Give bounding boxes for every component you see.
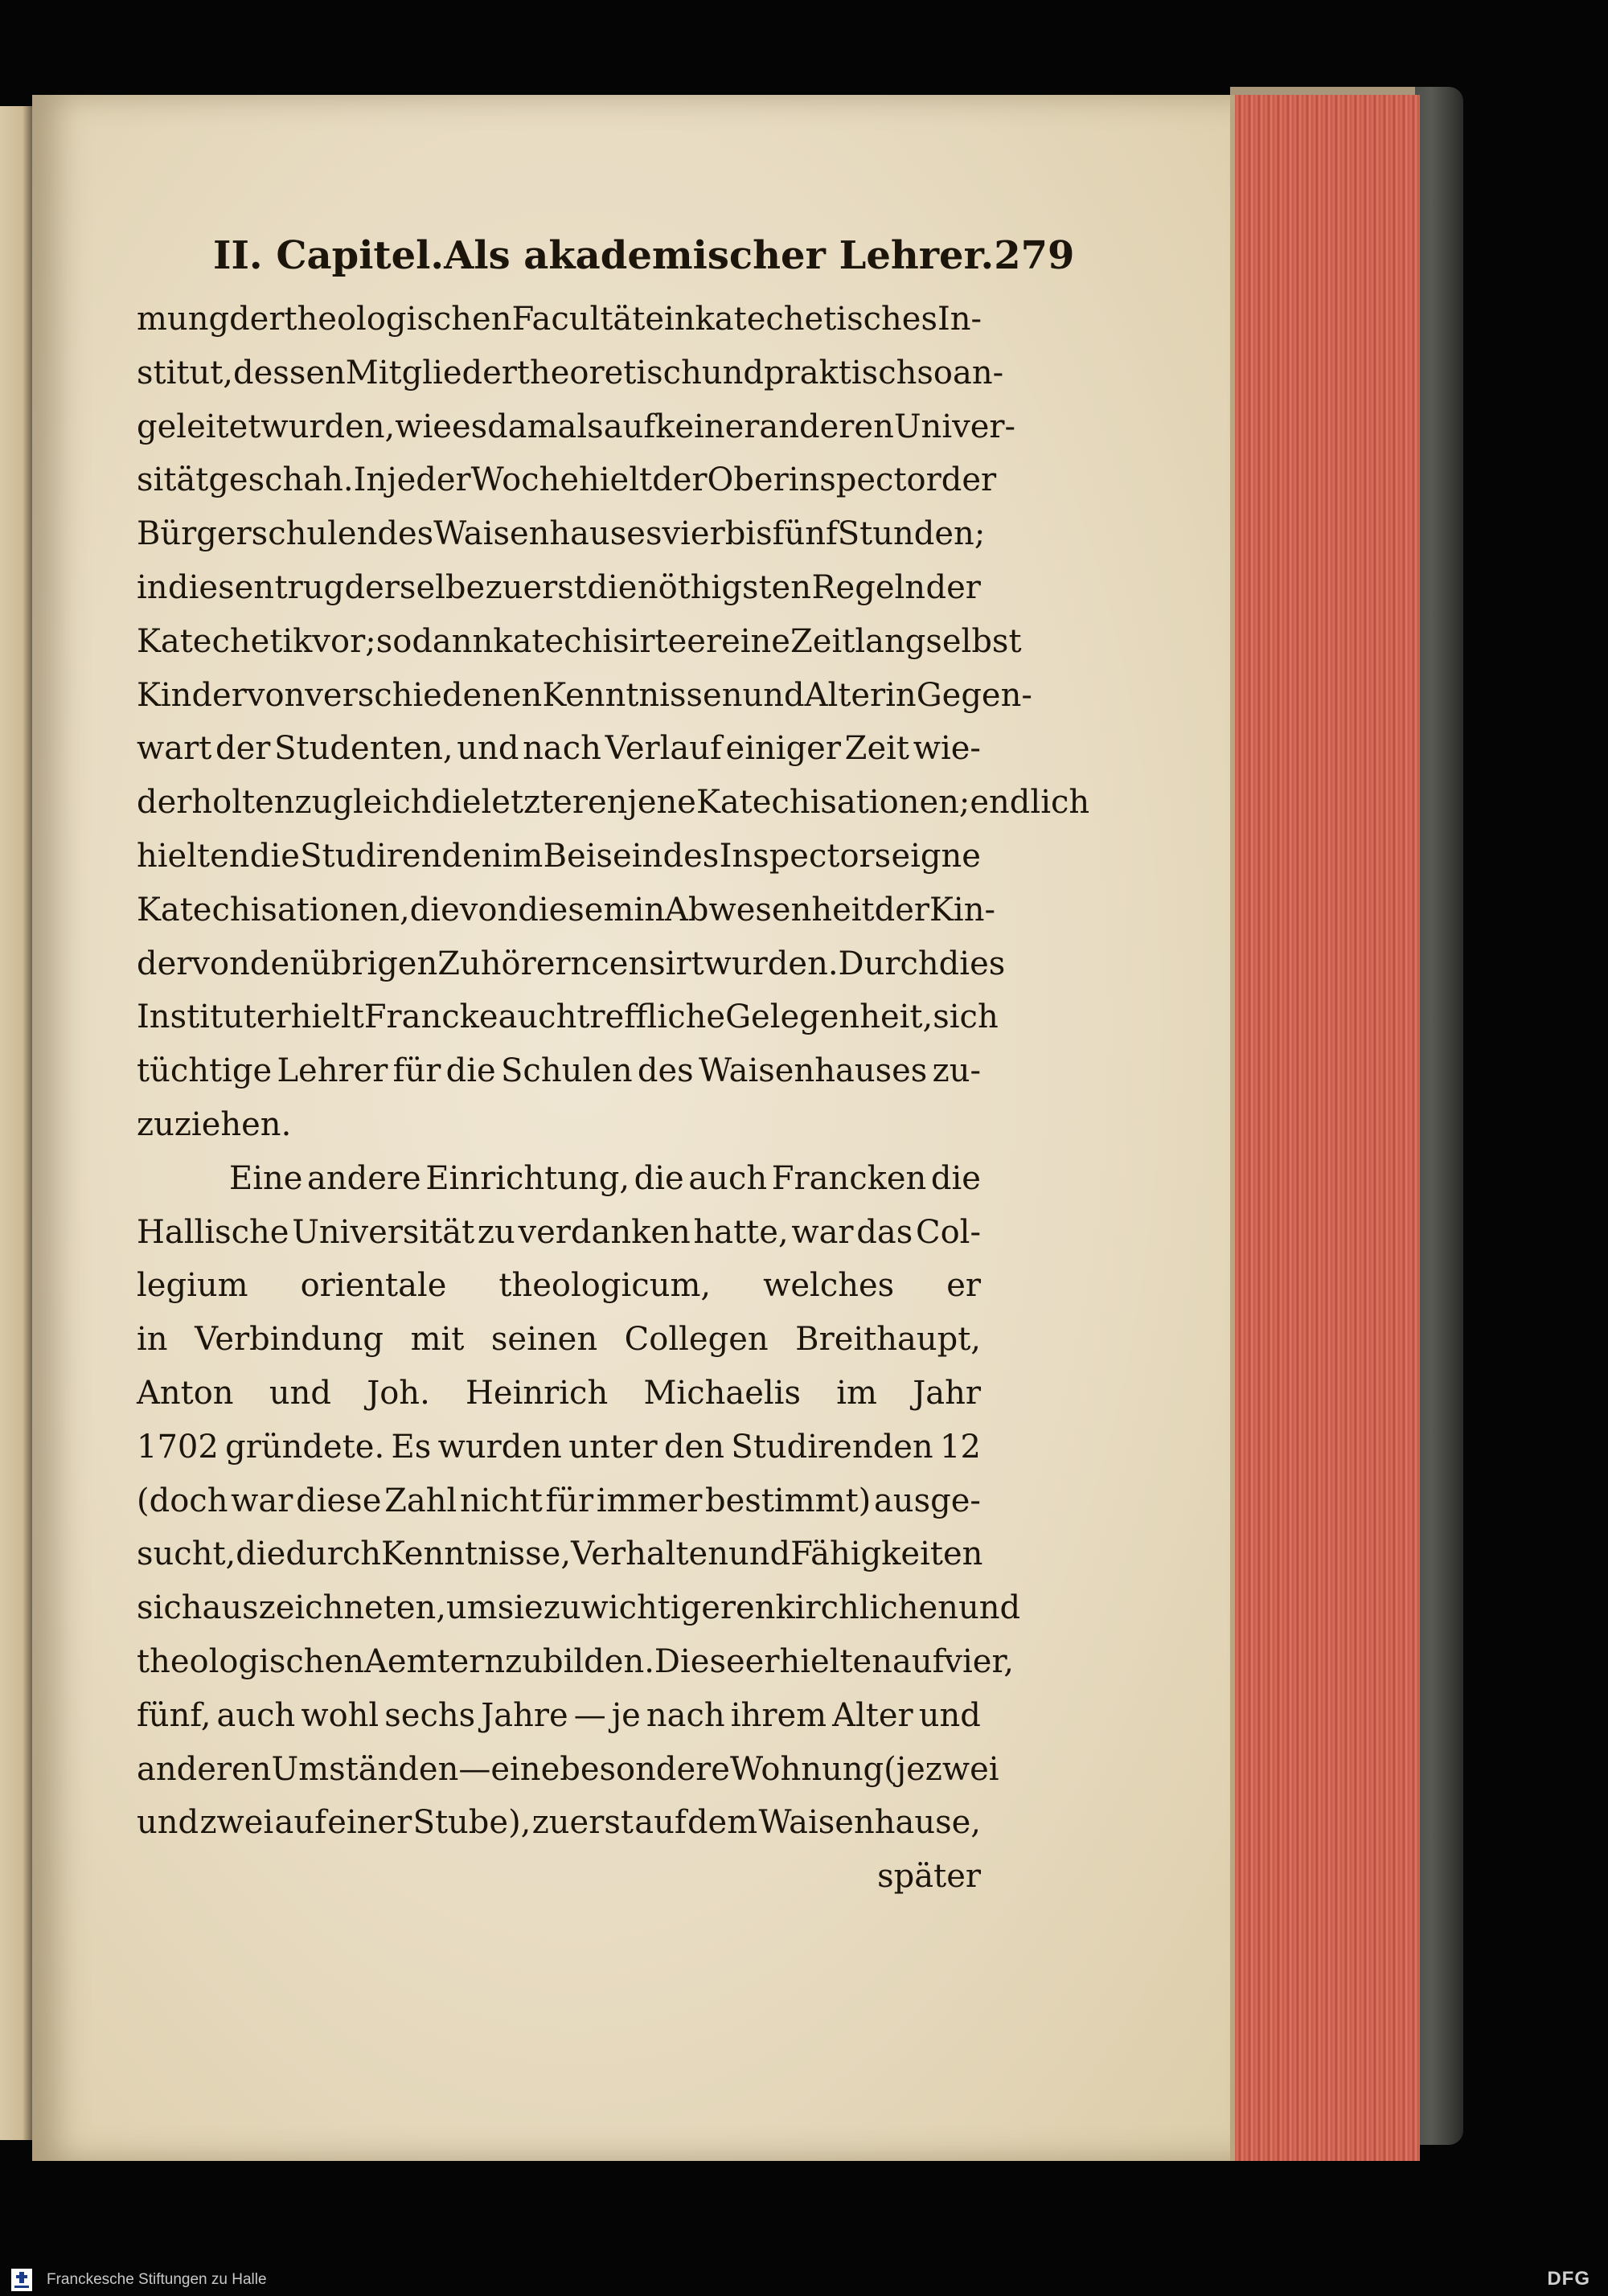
- word: auf: [274, 1804, 326, 1842]
- word: mung: [137, 301, 230, 338]
- text-line: [137, 1421, 981, 1474]
- text-line: [137, 1474, 981, 1528]
- word: Univer-: [893, 408, 1016, 445]
- text-line: [137, 830, 981, 884]
- word: Zeitlang: [790, 622, 926, 660]
- word: jeder: [387, 461, 471, 499]
- word: im: [502, 837, 544, 875]
- word: Kinder: [137, 676, 247, 714]
- word: die: [249, 837, 300, 875]
- word: mit: [410, 1321, 465, 1359]
- text-line: [137, 990, 999, 1044]
- word: Verbindung: [195, 1321, 384, 1359]
- word: und: [918, 1696, 981, 1734]
- word: Jahre: [481, 1696, 568, 1734]
- word: die: [634, 1159, 684, 1197]
- word: Lehrer: [277, 1052, 388, 1090]
- word: der: [215, 730, 271, 768]
- word: in: [137, 1321, 168, 1359]
- word: sich: [933, 998, 999, 1036]
- word: zugleich: [294, 784, 432, 822]
- text-line: [137, 722, 981, 776]
- word: und: [457, 730, 519, 768]
- word: ausge-: [873, 1482, 981, 1519]
- text-line: [137, 776, 1090, 830]
- word: zwei: [925, 1750, 999, 1788]
- word: bestimmt): [705, 1482, 872, 1519]
- dfg-label: DFG: [1547, 2268, 1590, 2290]
- word: Durch: [838, 945, 939, 982]
- text-line: [137, 1581, 1021, 1635]
- word: von: [459, 891, 519, 929]
- word: in: [885, 676, 917, 714]
- word: sodann: [375, 622, 494, 660]
- word: für: [392, 1052, 441, 1090]
- word: Facultät: [511, 301, 646, 338]
- word: sechs: [384, 1696, 476, 1734]
- text-line: [137, 346, 1004, 400]
- word: Institut: [137, 998, 256, 1036]
- word: fünf: [772, 515, 838, 553]
- word: hielt: [579, 461, 653, 499]
- word: Anton: [137, 1374, 234, 1412]
- word: Katechetik: [137, 622, 313, 660]
- text-line: [137, 884, 995, 937]
- word: theologicum,: [498, 1267, 712, 1305]
- word: Studenten,: [274, 730, 453, 768]
- word: Waisenhauses: [433, 515, 662, 553]
- text-line: [137, 1152, 981, 1206]
- word: er: [946, 1267, 981, 1305]
- word: Universität: [292, 1213, 475, 1251]
- word: je: [611, 1696, 641, 1734]
- word: Kenntnissen: [542, 676, 743, 714]
- word: sucht,: [137, 1535, 236, 1573]
- word: die: [236, 1535, 286, 1573]
- word: durch: [285, 1535, 381, 1573]
- word: Waisenhause,: [758, 1804, 981, 1842]
- body-text: [137, 293, 1090, 1850]
- word: übrigen: [310, 945, 438, 982]
- word: trug: [274, 568, 345, 606]
- word: dessen: [233, 354, 346, 392]
- word: theologischen: [284, 301, 512, 338]
- word: einer: [327, 1804, 412, 1842]
- text-line: [137, 561, 981, 615]
- word: bis: [724, 515, 773, 553]
- word: diesen: [168, 568, 275, 606]
- left-page-edge: [0, 106, 32, 2140]
- word: Waisenhauses: [699, 1052, 928, 1090]
- text-line: [137, 615, 1022, 669]
- word: anderen: [137, 1750, 272, 1788]
- word: die: [409, 891, 460, 929]
- word: welches: [763, 1267, 895, 1305]
- word: wichtigeren: [580, 1589, 776, 1627]
- word: die: [431, 784, 482, 822]
- word: theoretisch: [516, 354, 702, 392]
- text-line: [137, 1367, 981, 1421]
- text-line: [137, 453, 997, 507]
- word: Es: [391, 1428, 432, 1466]
- word: nach: [646, 1696, 725, 1734]
- word: sie: [497, 1589, 544, 1627]
- word: unter: [568, 1428, 658, 1466]
- word: Woche: [470, 461, 579, 499]
- word: anderen: [759, 408, 894, 445]
- word: in: [634, 891, 665, 929]
- word: wie: [395, 408, 452, 445]
- institution-name: Franckesche Stiftungen zu Halle: [47, 2271, 267, 2288]
- word: Gelegenheit,: [725, 998, 933, 1036]
- text-line: [137, 1527, 981, 1581]
- word: für: [545, 1482, 594, 1519]
- word: geleitet: [137, 408, 261, 445]
- page-text-block: [137, 233, 1090, 1903]
- word: erhielten: [745, 1642, 892, 1680]
- institution-logo-icon: [11, 2269, 32, 2291]
- word: erhielt: [256, 998, 364, 1036]
- viewer-footer: [0, 2264, 1608, 2296]
- word: In-: [937, 301, 982, 338]
- word: den: [663, 1428, 725, 1466]
- word: nicht: [459, 1482, 543, 1519]
- word: und: [269, 1374, 331, 1412]
- word: der: [874, 891, 930, 929]
- word: auch: [216, 1696, 296, 1734]
- word: Einrichtung,: [425, 1159, 630, 1197]
- word: Mitglieder: [345, 354, 517, 392]
- word: Umständen: [271, 1750, 459, 1788]
- chapter-label: II. Capitel.: [213, 233, 445, 278]
- word: Zahl: [384, 1482, 457, 1519]
- word: das: [856, 1213, 913, 1251]
- word: ein: [645, 301, 695, 338]
- word: er: [687, 622, 722, 660]
- word: auf: [634, 1804, 687, 1842]
- running-head: [137, 233, 1075, 278]
- word: Regeln: [811, 568, 926, 606]
- word: derselbe: [344, 568, 486, 606]
- word: praktisch: [763, 354, 917, 392]
- word: der: [941, 461, 997, 499]
- word: Collegen: [624, 1321, 769, 1359]
- text-line: [137, 400, 1016, 454]
- word: an-: [952, 354, 1004, 392]
- word: des: [377, 515, 434, 553]
- word: von: [191, 945, 250, 982]
- word: Eine: [229, 1159, 303, 1197]
- word: katechetisches: [695, 301, 937, 338]
- text-line: [137, 1635, 1014, 1689]
- word: zu-: [932, 1052, 981, 1090]
- word: Francke: [363, 998, 498, 1036]
- text-line: [137, 507, 986, 561]
- word: Studirenden: [731, 1428, 933, 1466]
- word: zuerst: [485, 568, 587, 606]
- word: sich: [137, 1589, 203, 1627]
- word: die: [445, 1052, 496, 1090]
- word: nöthigsten: [637, 568, 811, 606]
- word: besondere: [560, 1750, 730, 1788]
- word: wurden: [437, 1428, 562, 1466]
- word: Kin-: [929, 891, 995, 929]
- word: theologischen: [137, 1642, 364, 1680]
- word: dies: [938, 945, 1006, 982]
- word: tüchtige: [137, 1052, 273, 1090]
- word: geschah.: [208, 461, 354, 499]
- word: Michaelis: [643, 1374, 801, 1412]
- word: orientale: [300, 1267, 447, 1305]
- word: so: [917, 354, 953, 392]
- word: legium: [137, 1267, 248, 1305]
- word: stitut,: [137, 354, 234, 392]
- word: war: [231, 1482, 293, 1519]
- word: der: [652, 461, 708, 499]
- word: gründete.: [225, 1428, 385, 1466]
- word: verschiedenen: [305, 676, 543, 714]
- word: Abwesenheit: [664, 891, 875, 929]
- word: andere: [307, 1159, 421, 1197]
- text-line: zuziehen.: [137, 1105, 292, 1143]
- word: einiger: [725, 730, 841, 768]
- word: zwei: [199, 1804, 274, 1842]
- word: endlich: [970, 784, 1090, 822]
- word: selbst: [925, 622, 1022, 660]
- word: Francken: [771, 1159, 927, 1197]
- red-fore-edge: [1230, 95, 1420, 2161]
- word: seinen: [490, 1321, 598, 1359]
- word: Kenntnisse,: [380, 1535, 572, 1573]
- word: In: [353, 461, 388, 499]
- text-line: [137, 1689, 981, 1743]
- word: wie-: [913, 730, 981, 768]
- word: wart: [137, 730, 212, 768]
- word: fünf,: [137, 1696, 211, 1734]
- word: Jahr: [913, 1374, 981, 1412]
- word: der: [925, 568, 981, 606]
- word: in: [137, 568, 168, 606]
- text-line: [137, 1313, 981, 1367]
- word: Joh.: [367, 1374, 430, 1412]
- word: und: [742, 676, 805, 714]
- word: zu: [477, 1213, 515, 1251]
- word: auch: [498, 998, 577, 1036]
- word: war: [791, 1213, 854, 1251]
- word: eigne: [891, 837, 981, 875]
- word: censirt: [591, 945, 704, 982]
- word: Fähigkeiten: [790, 1535, 983, 1573]
- word: es: [451, 408, 488, 445]
- word: vier: [662, 515, 725, 553]
- chapter-title: Als akademischer Lehrer.: [444, 233, 995, 278]
- word: wurden,: [260, 408, 396, 445]
- catchword: später: [877, 1858, 981, 1896]
- word: zu: [543, 1589, 581, 1627]
- word: Schulen: [501, 1052, 633, 1090]
- word: Verhalten: [571, 1535, 728, 1573]
- word: vor;: [312, 622, 376, 660]
- word: jene: [627, 784, 696, 822]
- word: letzteren: [481, 784, 628, 822]
- word: den: [249, 945, 310, 982]
- word: Col-: [915, 1213, 981, 1251]
- word: des: [662, 837, 720, 875]
- word: und: [701, 354, 764, 392]
- word: damals: [487, 408, 604, 445]
- word: Katechisationen,: [137, 891, 410, 929]
- word: Inspectors: [719, 837, 892, 875]
- word: wohl: [301, 1696, 379, 1734]
- word: (je: [884, 1750, 925, 1788]
- word: treffliche: [576, 998, 726, 1036]
- word: auf: [892, 1642, 945, 1680]
- word: auf: [603, 408, 656, 445]
- word: (doch: [137, 1482, 228, 1519]
- word: 12: [940, 1428, 981, 1466]
- word: zu: [505, 1642, 543, 1680]
- text-line: [137, 937, 1006, 991]
- text-line: [137, 1259, 981, 1313]
- word: sität: [137, 461, 209, 499]
- word: nach: [523, 730, 601, 768]
- word: ihrem: [730, 1696, 827, 1734]
- word: immer: [596, 1482, 703, 1519]
- word: Zuhörern: [437, 945, 592, 982]
- word: —: [573, 1696, 606, 1734]
- word: Katechisationen;: [695, 784, 970, 822]
- word: hatte,: [693, 1213, 789, 1251]
- word: bilden.: [542, 1642, 654, 1680]
- text-line: [137, 293, 981, 346]
- word: diesem: [518, 891, 634, 929]
- word: Aemtern: [364, 1642, 506, 1680]
- word: eine: [721, 622, 790, 660]
- word: Breithaupt,: [795, 1321, 981, 1359]
- word: —: [458, 1750, 491, 1788]
- word: zuerst: [531, 1804, 634, 1842]
- word: der: [137, 945, 192, 982]
- word: im: [836, 1374, 877, 1412]
- word: und: [137, 1804, 199, 1842]
- word: Stube),: [412, 1804, 531, 1842]
- word: auch: [688, 1159, 768, 1197]
- word: wurden.: [704, 945, 839, 982]
- word: Diese: [654, 1642, 745, 1680]
- word: katechisirte: [493, 622, 687, 660]
- word: und: [958, 1589, 1021, 1627]
- word: Alter: [832, 1696, 913, 1734]
- word: Oberinspector: [707, 461, 941, 499]
- word: Heinrich: [466, 1374, 609, 1412]
- word: des: [637, 1052, 694, 1090]
- word: eine: [490, 1750, 560, 1788]
- word: Zeit: [844, 730, 910, 768]
- word: auszeichneten,: [202, 1589, 446, 1627]
- word: verdanken: [518, 1213, 691, 1251]
- word: vier,: [944, 1642, 1014, 1680]
- word: diese: [296, 1482, 382, 1519]
- text-line: [137, 1206, 981, 1260]
- word: Beisein: [543, 837, 663, 875]
- word: kirchlichen: [775, 1589, 958, 1627]
- word: Hallische: [137, 1213, 289, 1251]
- word: von: [246, 676, 306, 714]
- word: die: [930, 1159, 981, 1197]
- text-line: [137, 669, 1032, 723]
- word: hielten: [137, 837, 250, 875]
- word: Studirenden: [300, 837, 503, 875]
- word: dem: [687, 1804, 758, 1842]
- word: und: [728, 1535, 791, 1573]
- word: Gegen-: [916, 676, 1032, 714]
- text-line: [137, 1044, 981, 1098]
- word: der: [229, 301, 285, 338]
- word: die: [587, 568, 638, 606]
- page-number: 279: [994, 233, 1075, 278]
- text-line: [137, 1743, 999, 1797]
- word: Wohnung: [729, 1750, 884, 1788]
- word: Alter: [804, 676, 886, 714]
- word: um: [445, 1589, 498, 1627]
- word: Stunden;: [837, 515, 986, 553]
- word: keiner: [655, 408, 760, 445]
- word: 1702: [137, 1428, 219, 1466]
- text-line: [137, 1796, 981, 1850]
- word: derholten: [137, 784, 295, 822]
- word: Verlauf: [605, 730, 722, 768]
- word: Bürgerschulen: [137, 515, 378, 553]
